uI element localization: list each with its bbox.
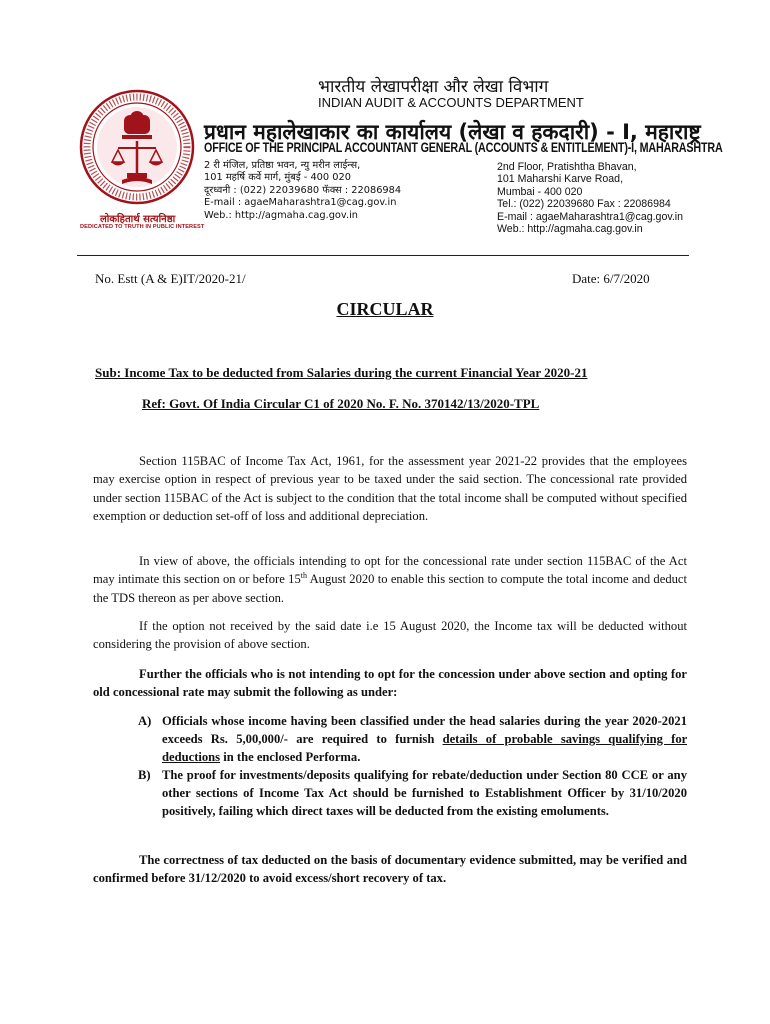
reference-number: No. Estt (A & E)IT/2020-21/ [95, 271, 246, 286]
list-item-underlined: details of probable savings qualifying for [442, 732, 687, 746]
paragraph-4: Further the officials who is not intending to opt for the concession under above section and opting for old concessional rate may submit the following as under: [93, 667, 687, 700]
paragraph-2-superscript: th [300, 571, 307, 581]
address-hi-line: दूरध्वनी : (022) 22039680 फॅक्स : 22086984 [204, 184, 402, 196]
address-en-line: Mumbai - 400 020 [497, 185, 583, 198]
list-item-text: in the enclosed Performa. [220, 750, 361, 764]
emblem-icon [78, 88, 196, 206]
address-en-line: 101 Maharshi Karve Road, [497, 173, 624, 186]
list-item-underlined: deductions [162, 750, 221, 764]
cag-emblem-logo [78, 88, 196, 206]
address-hi-email: E-mail : agaeMaharashtra1@cag.gov.in [204, 197, 397, 209]
list-marker: B) [138, 768, 151, 782]
office-name-english: OFFICE OF THE PRINCIPAL ACCOUNTANT GENERAL (ACCOUNTS & ENTITLEMENT)-I, MAHARASHTRA [204, 140, 723, 155]
department-name-english: INDIAN AUDIT & ACCOUNTS DEPARTMENT [318, 95, 584, 110]
address-block-hindi [204, 160, 401, 222]
address-en-email: E-mail : agaeMaharashtra1@cag.gov.in [497, 210, 684, 223]
address-hi-line: 101 महर्षि कर्वे मार्ग, मुंबई - 400 020 [204, 172, 351, 184]
paragraph-2-text-b: August 2020 to enable this section to compute the total income and deduct the TDS thereon as per above section. [93, 572, 687, 605]
list-item [138, 766, 687, 820]
list-item-text: Officials whose income having been classified under the head salaries during the year 2020-2021 exceeds Rs. 5,00,000/- are required to furnish [162, 714, 687, 746]
paragraph-2 [93, 552, 687, 607]
document-title: CIRCULAR [336, 299, 434, 319]
list-item-text: The proof for investments/deposits qualifying for rebate/deduction under Section 80 CCE or any other sections of Income Tax Act should be furnished to Establishment Officer by 31/10/2020 positively, failing which direct taxes will be deducted from the existing emoluments. [162, 768, 687, 818]
list-item [138, 712, 687, 766]
letterhead-divider [77, 255, 689, 256]
address-hi-line: 2 री मंजिल, प्रतिष्ठा भवन, न्यु मरीन लाईन्स, [204, 160, 361, 171]
paragraph-1: Section 115BAC of Income Tax Act, 1961, for the assessment year 2021-22 provides that the employees may exercise option in respect of previous year to be taxed under the said section. The concessional rate provided under section 115BAC of the Act is subject to the condition that the total income shall be computed without specified exemption or deduction set-off of loss and additional depreciation. [93, 454, 687, 523]
subject-line: Sub: Income Tax to be deducted from Salaries during the current Financial Year 2020-21 [95, 365, 588, 380]
address-en-line: 2nd Floor, Pratishtha Bhavan, [497, 161, 637, 173]
address-en-web: Web.: http://agmaha.cag.gov.in [497, 223, 643, 236]
reference-line: Ref: Govt. Of India Circular C1 of 2020 No. F. No. 370142/13/2020-TPL [142, 396, 540, 411]
paragraph-3: If the option not received by the said date i.e 15 August 2020, the Income tax will be deducted without considering the provision of above section. [93, 619, 687, 652]
instructions-list [138, 712, 687, 820]
emblem-motto-english: DEDICATED TO TRUTH IN PUBLIC INTEREST [80, 224, 205, 230]
paragraph-2-text-a: In view of above, the officials intending to opt for the concessional rate under section 115BAC of the Act may intimate this section on or before 15 [93, 554, 687, 587]
list-marker: A) [138, 714, 152, 728]
address-en-phone: Tel.: (022) 22039680 Fax : 22086984 [497, 198, 671, 211]
circular-date: Date: 6/7/2020 [572, 271, 650, 286]
department-name-hindi: भारतीय लेखापरीक्षा और लेखा विभाग [318, 77, 549, 97]
office-name-hindi: प्रधान महालेखाकार का कार्यालय (लेखा व हकदारी) - I, महाराष्ट्र [204, 120, 701, 144]
emblem-motto-hindi: लोकहितार्थ सत्यनिष्ठा [100, 214, 176, 225]
address-hi-web: Web.: http://agmaha.cag.gov.in [204, 209, 359, 221]
address-block-english [497, 161, 683, 235]
paragraph-5: The correctness of tax deducted on the basis of documentary evidence submitted, may be verified and confirmed before 31/12/2020 to avoid excess/short recovery of tax. [93, 853, 687, 886]
